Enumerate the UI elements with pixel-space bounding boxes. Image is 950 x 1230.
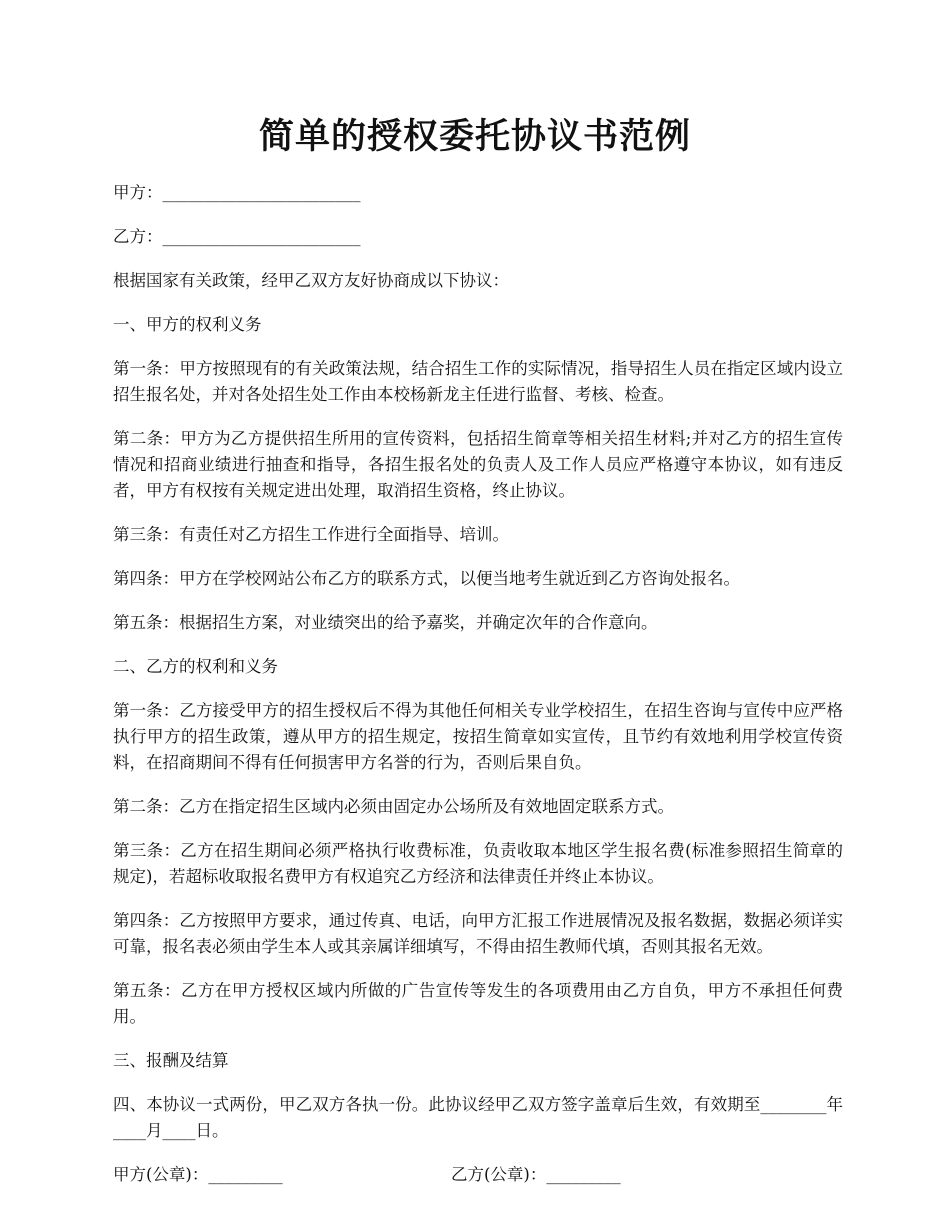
clause-paragraph: 第三条：乙方在招生期间必须严格执行收费标准，负责收取本地区学生报名费(标准参照招生简章的规定)，若超标收取报名费甲方有权追究乙方经济和法律责任并终止本协议。: [113, 841, 843, 886]
section-heading: 二、乙方的权利和义务: [113, 657, 278, 676]
party-a-line: 甲方：________________________: [113, 183, 361, 202]
clause-paragraph: 第二条：乙方在指定招生区域内必须由固定办公场所及有效地固定联系方式。: [113, 797, 674, 816]
section-heading: 一、甲方的权利义务: [113, 315, 262, 334]
signature-party-a: 甲方(公章)：_________: [113, 1165, 283, 1184]
signature-party-b: 乙方(公章)：_________: [451, 1165, 621, 1184]
clause-paragraph: 第一条：甲方按照现有的有关政策法规，结合招生工作的实际情况，指导招生人员在指定区域内设立招生报名处，并对各处招生处工作由本校杨新龙主任进行监督、考核、检查。: [113, 359, 843, 404]
section-heading: 三、报酬及结算: [113, 1051, 229, 1070]
clause-paragraph: 第一条：乙方接受甲方的招生授权后不得为其他任何相关专业学校招生，在招生咨询与宣传中应严格执行甲方的招生政策，遵从甲方的招生规定，按招生简章如实宣传，且节约有效地利用学校宣传资料，在招商期间不得有任何损害甲方名誉的行为，否则后果自负。: [113, 701, 843, 772]
intro-paragraph: 根据国家有关政策，经甲乙双方友好协商成以下协议：: [113, 271, 509, 290]
clause-paragraph: 第四条：乙方按照甲方要求，通过传真、电话，向甲方汇报工作进展情况及报名数据，数据必须详实可靠，报名表必须由学生本人或其亲属详细填写，不得由招生教师代填，否则其报名无效。: [113, 911, 843, 956]
clause-paragraph: 第二条：甲方为乙方提供招生所用的宣传资料，包括招生简章等相关招生材料;并对乙方的招生宣传情况和招商业绩进行抽查和指导，各招生报名处的负责人及工作人员应严格遵守本协议，如有违反者，甲方有权按有关规定进出处理，取消招生资格，终止协议。: [113, 429, 843, 500]
clause-paragraph: 第五条：乙方在甲方授权区域内所做的广告宣传等发生的各项费用由乙方自负，甲方不承担任何费用。: [113, 981, 843, 1026]
clause-paragraph: 第四条：甲方在学校网站公布乙方的联系方式，以便当地考生就近到乙方咨询处报名。: [113, 569, 740, 588]
term-clause: 四、本协议一式两份，甲乙双方各执一份。此协议经甲乙双方签字盖章后生效，有效期至________年____月____日。: [113, 1095, 843, 1140]
clause-paragraph: 第三条：有责任对乙方招生工作进行全面指导、培训。: [113, 525, 509, 544]
document-title: 简单的授权委托协议书范例: [258, 116, 691, 157]
clause-paragraph: 第五条：根据招生方案，对业绩突出的给予嘉奖，并确定次年的合作意向。: [113, 613, 658, 632]
signature-row: [113, 1162, 843, 1188]
document-body: [113, 180, 843, 1188]
party-b-line: 乙方：________________________: [113, 227, 361, 246]
